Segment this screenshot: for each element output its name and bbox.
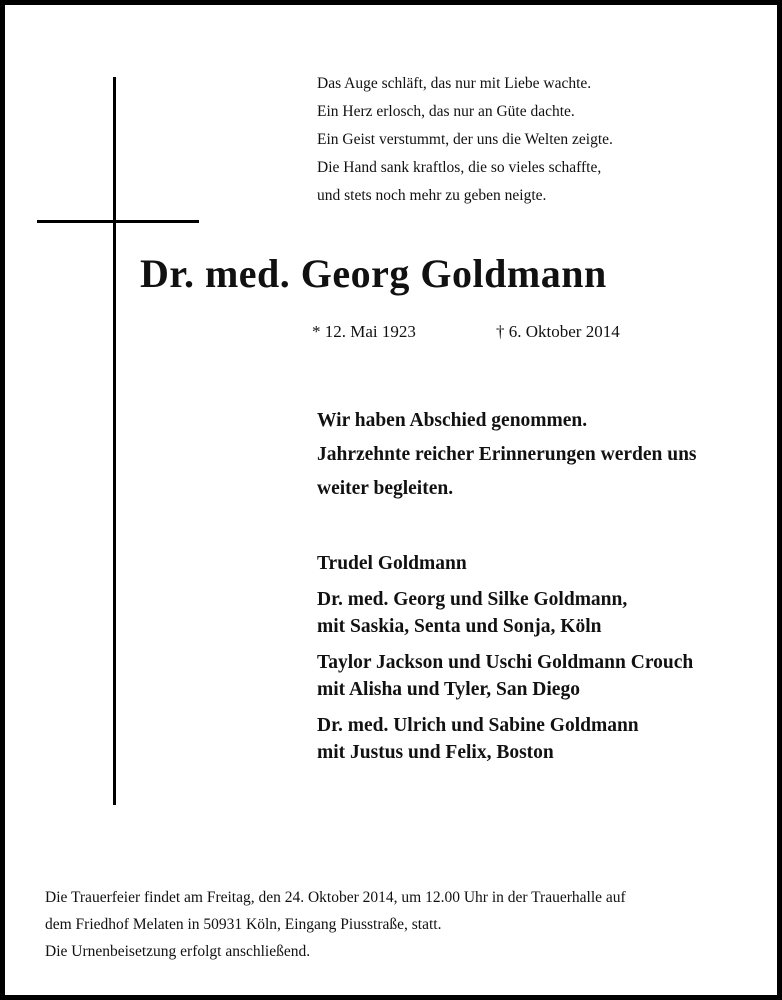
cross-horizontal-bar <box>37 220 199 223</box>
message-line: Wir haben Abschied genommen. <box>317 410 588 431</box>
mourner-line: Trudel Goldmann <box>317 553 467 574</box>
poem-line: Das Auge schläft, das nur mit Liebe wachte. <box>317 75 592 92</box>
mourners-list <box>317 550 693 775</box>
poem <box>317 70 613 210</box>
mourner-line: mit Saskia, Senta und Sonja, Köln <box>317 616 602 637</box>
mourner-line: Dr. med. Ulrich und Sabine Goldmann <box>317 715 639 736</box>
message-line: Jahrzehnte reicher Erinnerungen werden uns <box>317 444 697 465</box>
death-date: † 6. Oktober 2014 <box>496 322 620 341</box>
mourner-line: mit Justus und Felix, Boston <box>317 742 554 763</box>
ceremony-line: Die Urnenbeisetzung erfolgt anschließend. <box>45 943 311 960</box>
birth-date: * 12. Mai 1923 <box>312 322 416 341</box>
mourner-line: mit Alisha und Tyler, San Diego <box>317 679 580 700</box>
deceased-name: Dr. med. Georg Goldmann <box>140 251 607 296</box>
poem-line: Ein Herz erlosch, das nur an Güte dachte. <box>317 103 575 120</box>
poem-line: Ein Geist verstummt, der uns die Welten zeigte. <box>317 131 613 148</box>
message-line: weiter begleiten. <box>317 478 454 499</box>
ceremony-line: Die Trauerfeier findet am Freitag, den 24. Oktober 2014, um 12.00 Uhr in der Trauerhalle auf <box>45 889 626 906</box>
farewell-message <box>317 404 697 506</box>
poem-line: und stets noch mehr zu geben neigte. <box>317 187 547 204</box>
mourner-group <box>317 586 693 640</box>
mourner-line: Dr. med. Georg und Silke Goldmann, <box>317 589 628 610</box>
mourner-line: Taylor Jackson und Uschi Goldmann Crouch <box>317 652 694 673</box>
mourner-group <box>317 550 693 577</box>
mourner-group <box>317 712 693 766</box>
mourner-group <box>317 649 693 703</box>
cross-vertical-bar <box>113 77 116 805</box>
ceremony-line: dem Friedhof Melaten in 50931 Köln, Eingang Piusstraße, statt. <box>45 916 442 933</box>
ceremony-notice <box>45 884 626 965</box>
poem-line: Die Hand sank kraftlos, die so vieles schaffte, <box>317 159 602 176</box>
